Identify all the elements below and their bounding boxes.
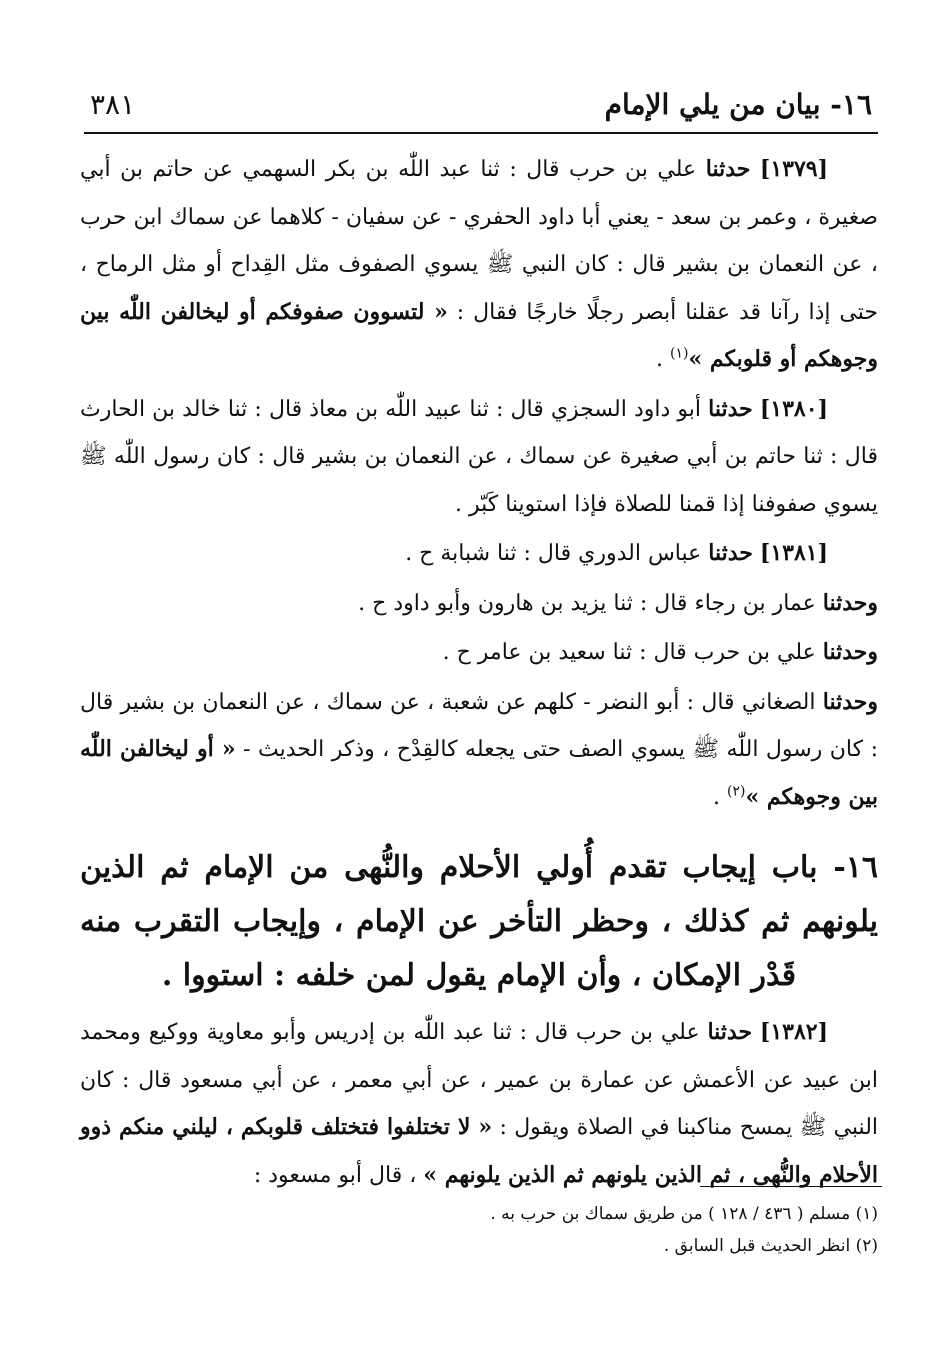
hadith-text: علي بن حرب قال : ثنا سعيد بن عامر ح . (442, 640, 816, 665)
prophetic-quote: « لتسوون صفوفكم أو ليخالفن اللّٰه بين وجوهكم أو قلوبكم » (80, 298, 878, 372)
section-heading: ١٦- باب إيجاب تقدم أُولي الأحلام والنُّهى من الإمام ثم الذين يلونهم ثم كذلك ، وحظر التأخر عن الإمام ، وإيجاب التقرب منه قَدْر الإمكان ، وأن الإمام يقول لمن خلفه : استووا . (80, 850, 878, 993)
footnote-1: (١) مسلم ( ٤٣٦ / ١٢٨ ) من طريق سماك بن حرب به . (490, 1204, 878, 1224)
hadith-1382 (80, 1009, 878, 1199)
narration-lead: حدثنا (707, 1019, 753, 1045)
hadith-text: عباس الدوري قال : ثنا شبابة ح . (405, 541, 702, 566)
hadith-1381-chain-3 (80, 629, 878, 677)
hadith-1379 (80, 146, 878, 384)
hadith-number: [١٣٧٩] (759, 156, 829, 182)
hadith-1381-chain-2 (80, 580, 878, 628)
hadith-text: علي بن حرب قال : ثنا عبد اللّٰه بن إدريس وأبو معاوية ووكيع ومحمد ابن عبيد عن الأعمش عن عمارة بن عمير ، عن أبي معمر ، عن أبي مسعود قال : كان النبي ﷺ يمسح مناكبنا في الصلاة ويقول : (80, 1020, 879, 1140)
hadith-number: [١٣٨٠] (759, 395, 828, 422)
hadith-number: [١٣٨١] (759, 540, 828, 566)
sentence-continuation: ، قال أبو مسعود : (253, 1162, 424, 1188)
narration-lead: وحدثنا (822, 589, 878, 616)
footnote-separator (700, 1186, 882, 1187)
footnote-ref: (٢) (726, 783, 746, 800)
hadith-number: [١٣٨٢] (759, 1019, 829, 1045)
hadith-text: أبو داود السجزي قال : ثنا عبيد اللّٰه بن معاذ قال : ثنا خالد بن الحارث قال : ثنا حاتم بن أبي صغيرة عن سماك ، عن النعمان بن بشير قال : كان رسول اللّٰه ﷺ يسوي صفوفنا إذا قمنا للصلاة فإذا استوينا كَبّر . (80, 396, 878, 517)
hadith-1380 (80, 386, 878, 529)
page-body (80, 146, 878, 1199)
prophetic-quote: « لا تختلفوا فتختلف قلوبكم ، ليلني منكم ذوو الأحلام والنُّهى ، ثم الذين يلونهم ثم الذين يلونهم » (80, 1114, 878, 1188)
prophetic-quote: « أو ليخالفن اللّٰه بين وجوهكم » (80, 736, 878, 810)
narration-lead: وحدثنا (822, 688, 878, 715)
page-header (84, 78, 878, 134)
hadith-text: علي بن حرب قال : ثنا عبد اللّٰه بن بكر السهمي عن حاتم بن أبي صغيرة ، وعمر بن سعد - يعني أبا داود الحفري - عن سفيان - كلاهما عن سماك ابن حرب ، عن النعمان بن بشير قال : كان النبي ﷺ يسوي الصفوف مثل القِداح أو مثل الرماح ، حتى إذا رآنا قد عقلنا أبصر رجلًا خارجًا فقال : (80, 157, 879, 325)
chapter-title: ١٦- بيان من يلي الإمام (604, 88, 872, 121)
hadith-1381-chain-4 (80, 679, 878, 822)
sentence-end: . (656, 347, 670, 372)
narration-lead: حدثنا (708, 395, 753, 422)
hadith-text: الصغاني قال : أبو النضر - كلهم عن شعبة ، عن سماك ، عن النعمان بن بشير قال : كان رسول اللّٰه ﷺ يسوي الصف حتى يجعله كالقِدْح ، وذكر الحديث - (80, 689, 878, 762)
footnotes (100, 1198, 878, 1262)
page-number: ٣٨١ (90, 88, 136, 121)
footnote-2: (٢) انظر الحديث قبل السابق . (663, 1236, 878, 1256)
hadith-1381 (80, 530, 878, 578)
narration-lead: حدثنا (708, 540, 753, 566)
footnote-ref: (١) (670, 345, 689, 362)
narration-lead: وحدثنا (822, 639, 878, 665)
narration-lead: حدثنا (705, 156, 751, 182)
hadith-text: عمار بن رجاء قال : ثنا يزيد بن هارون وأبو داود ح . (358, 590, 816, 616)
sentence-end: . (712, 784, 727, 810)
